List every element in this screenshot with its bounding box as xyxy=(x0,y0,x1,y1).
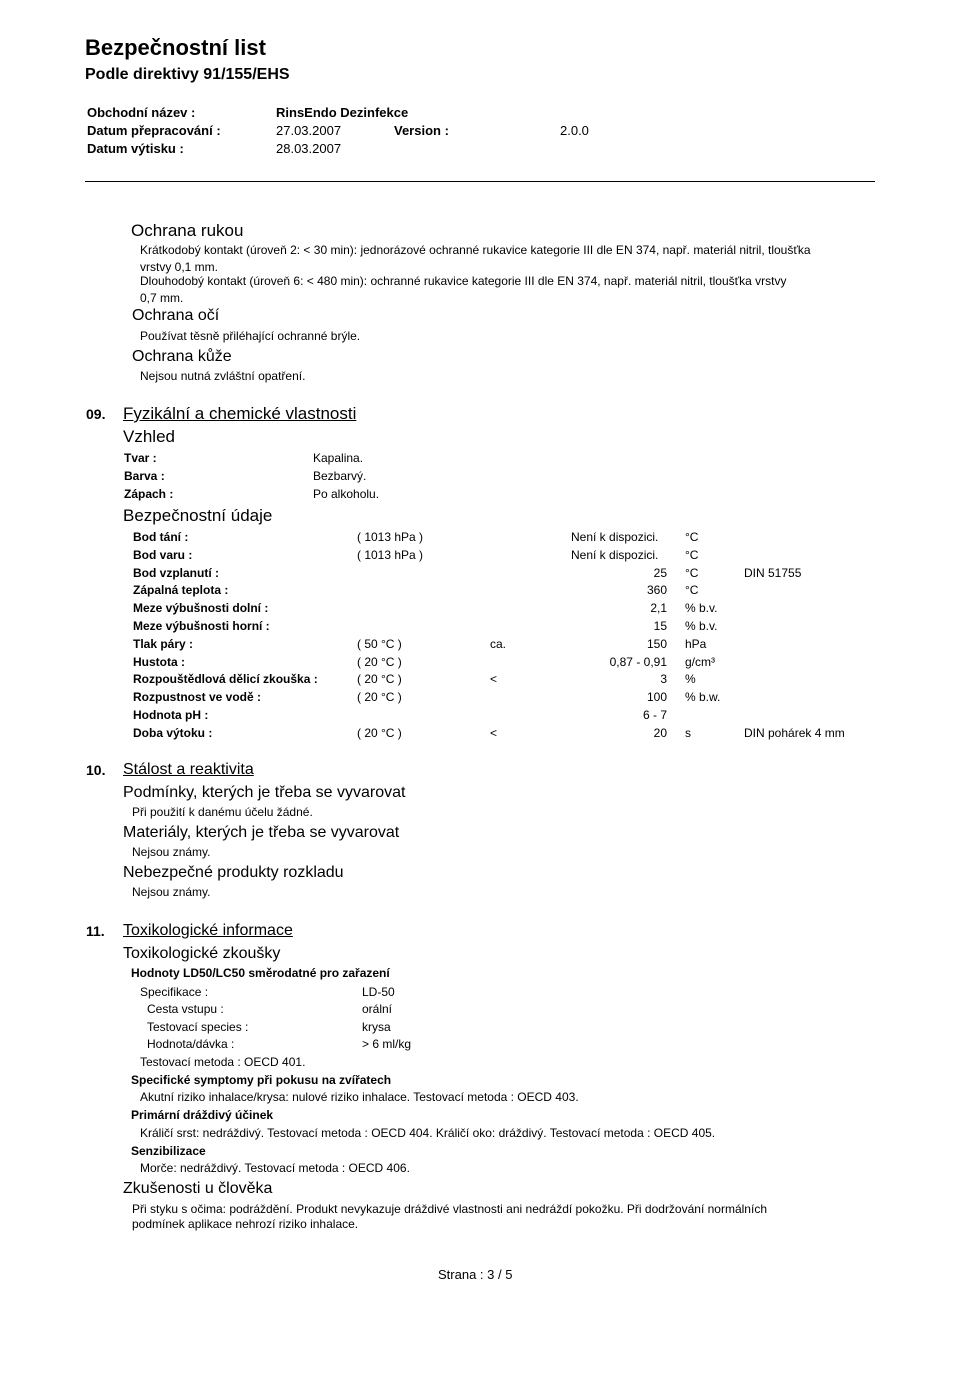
appearance-value-color: Bezbarvý. xyxy=(313,469,367,483)
header-divider xyxy=(85,181,875,182)
property-unit: °C xyxy=(685,566,699,580)
property-label: Doba výtoku : xyxy=(133,726,213,740)
safety-data-heading: Bezpečnostní údaje xyxy=(123,506,273,525)
route-label: Cesta vstupu : xyxy=(147,1002,224,1016)
property-label: Zápalná teplota : xyxy=(133,583,229,597)
section-9-title: Fyzikální a chemické vlastnosti xyxy=(123,404,357,423)
print-date-value: 28.03.2007 xyxy=(276,141,342,156)
eye-protection-heading: Ochrana očí xyxy=(132,307,220,324)
property-qualifier: < xyxy=(490,726,498,740)
skin-protection-heading: Ochrana kůže xyxy=(132,348,232,365)
property-label: Rozpouštědlová dělicí zkouška : xyxy=(133,672,318,686)
document-title: Bezpečnostní list xyxy=(85,35,266,60)
property-label: Meze výbušnosti horní : xyxy=(133,619,270,633)
property-label: Tlak páry : xyxy=(133,637,194,651)
revision-date-label: Datum přepracování : xyxy=(87,123,221,138)
specification-label: Specifikace : xyxy=(140,985,209,999)
property-value: 360 xyxy=(646,583,667,597)
property-value: 150 xyxy=(646,637,667,651)
section-9-number: 09. xyxy=(86,406,106,422)
toxicological-tests-heading: Toxikologické zkoušky xyxy=(123,945,281,962)
symptoms-heading: Specifické symptomy při pokusu na zvířatech xyxy=(131,1073,392,1087)
ld50-heading: Hodnoty LD50/LC50 směrodatné pro zařazení xyxy=(131,966,390,980)
sensitization-heading: Senzibilizace xyxy=(131,1144,206,1158)
species-label: Testovací species : xyxy=(147,1020,249,1034)
human-experience-text-2: podmínek aplikace nehrozí riziko inhalace. xyxy=(132,1217,359,1231)
property-unit: hPa xyxy=(685,637,707,651)
property-condition: ( 20 °C ) xyxy=(357,690,402,704)
property-unit: °C xyxy=(685,548,699,562)
revision-date-value: 27.03.2007 xyxy=(276,123,342,138)
property-value: 2,1 xyxy=(650,601,667,615)
property-label: Meze výbušnosti dolní : xyxy=(133,601,269,615)
route-value: orální xyxy=(362,1002,393,1016)
section-10-number: 10. xyxy=(86,762,106,778)
property-condition: ( 50 °C ) xyxy=(357,637,402,651)
appearance-label-color: Barva : xyxy=(124,469,165,483)
property-label: Hustota : xyxy=(133,655,185,669)
skin-protection-text: Nejsou nutná zvláštní opatření. xyxy=(140,369,306,383)
human-experience-text-1: Při styku s očima: podráždění. Produkt nevykazuje dráždivé vlastnosti ani nedráždí pokožku. Při dodržování normálních xyxy=(132,1202,767,1216)
property-condition: ( 20 °C ) xyxy=(357,726,402,740)
property-condition: ( 20 °C ) xyxy=(357,655,402,669)
property-method: DIN pohárek 4 mm xyxy=(744,726,845,740)
section-10-title: Stálost a reaktivita xyxy=(123,761,254,778)
materials-to-avoid-heading: Materiály, kterých je třeba se vyvarovat xyxy=(123,824,400,841)
property-value: Není k dispozici. xyxy=(571,548,659,562)
property-condition: ( 20 °C ) xyxy=(357,672,402,686)
version-value: 2.0.0 xyxy=(560,123,589,138)
hand-protection-text-1: Krátkodobý kontakt (úroveň 2: < 30 min): jednorázové ochranné rukavice kategorie III dle EN 374, např. materiál nitril, tloušťka xyxy=(140,243,811,257)
section-11-title: Toxikologické informace xyxy=(123,922,293,939)
property-value: 20 xyxy=(653,726,667,740)
test-method-text: Testovací metoda : OECD 401. xyxy=(140,1055,306,1069)
trade-name-label: Obchodní název : xyxy=(87,105,196,120)
trade-name-value: RinsEndo Dezinfekce xyxy=(276,105,409,120)
hand-protection-text-3: Dlouhodobý kontakt (úroveň 6: < 480 min): ochranné rukavice kategorie III dle EN 374, např. materiál nitril, tloušťka vrstvy xyxy=(140,274,787,288)
property-unit: % b.w. xyxy=(685,690,721,704)
version-label: Version : xyxy=(394,123,449,138)
symptoms-text: Akutní riziko inhalace/krysa: nulové riziko inhalace. Testovací metoda : OECD 403. xyxy=(140,1090,579,1104)
appearance-value-odor: Po alkoholu. xyxy=(313,487,380,501)
irritation-heading: Primární dráždivý účinek xyxy=(131,1108,274,1122)
appearance-label-odor: Zápach : xyxy=(124,487,174,501)
sensitization-text: Morče: nedráždivý. Testovací metoda : OECD 406. xyxy=(140,1161,410,1175)
decomposition-products-text: Nejsou známy. xyxy=(132,885,211,899)
dose-value: > 6 ml/kg xyxy=(362,1037,412,1051)
property-label: Bod vzplanutí : xyxy=(133,566,219,580)
conditions-to-avoid-text: Při použití k danému účelu žádné. xyxy=(132,805,313,819)
appearance-value-form: Kapalina. xyxy=(313,451,364,465)
specification-value: LD-50 xyxy=(362,985,395,999)
page-number: Strana : 3 / 5 xyxy=(438,1267,513,1282)
property-label: Rozpustnost ve vodě : xyxy=(133,690,262,704)
property-value: 0,87 - 0,91 xyxy=(609,655,667,669)
appearance-label-form: Tvar : xyxy=(124,451,157,465)
property-label: Bod tání : xyxy=(133,530,189,544)
conditions-to-avoid-heading: Podmínky, kterých je třeba se vyvarovat xyxy=(123,784,406,801)
property-value: Není k dispozici. xyxy=(571,530,659,544)
hand-protection-text-4: 0,7 mm. xyxy=(140,291,184,305)
property-qualifier: < xyxy=(490,672,498,686)
human-experience-heading: Zkušenosti u člověka xyxy=(123,1180,273,1197)
property-unit: °C xyxy=(685,583,699,597)
property-value: 15 xyxy=(653,619,667,633)
property-method: DIN 51755 xyxy=(744,566,802,580)
property-label: Bod varu : xyxy=(133,548,193,562)
property-unit: s xyxy=(685,726,691,740)
property-value: 100 xyxy=(646,690,667,704)
dose-label: Hodnota/dávka : xyxy=(147,1037,235,1051)
property-label: Hodnota pH : xyxy=(133,708,209,722)
property-condition: ( 1013 hPa ) xyxy=(357,530,424,544)
property-value: 6 - 7 xyxy=(642,708,667,722)
eye-protection-text: Používat těsně přiléhající ochranné brýle. xyxy=(140,329,361,343)
decomposition-products-heading: Nebezpečné produkty rozkladu xyxy=(123,864,344,881)
property-condition: ( 1013 hPa ) xyxy=(357,548,424,562)
hand-protection-heading: Ochrana rukou xyxy=(131,221,244,240)
section-11-number: 11. xyxy=(86,923,105,939)
property-value: 25 xyxy=(653,566,667,580)
hand-protection-text-2: vrstvy 0,1 mm. xyxy=(140,260,219,274)
property-unit: g/cm³ xyxy=(685,655,715,669)
irritation-text: Králičí srst: nedráždivý. Testovací metoda : OECD 404. Králičí oko: dráždivý. Testovací metoda : OECD 405. xyxy=(140,1126,716,1140)
materials-to-avoid-text: Nejsou známy. xyxy=(132,845,211,859)
document-subtitle: Podle direktivy 91/155/EHS xyxy=(85,66,290,83)
property-value: 3 xyxy=(660,672,667,686)
property-unit: % b.v. xyxy=(685,619,718,633)
property-unit: % xyxy=(685,672,696,686)
species-value: krysa xyxy=(362,1020,391,1034)
appearance-heading: Vzhled xyxy=(123,427,175,446)
property-qualifier: ca. xyxy=(490,637,507,651)
print-date-label: Datum výtisku : xyxy=(87,141,184,156)
property-unit: % b.v. xyxy=(685,601,718,615)
property-unit: °C xyxy=(685,530,699,544)
